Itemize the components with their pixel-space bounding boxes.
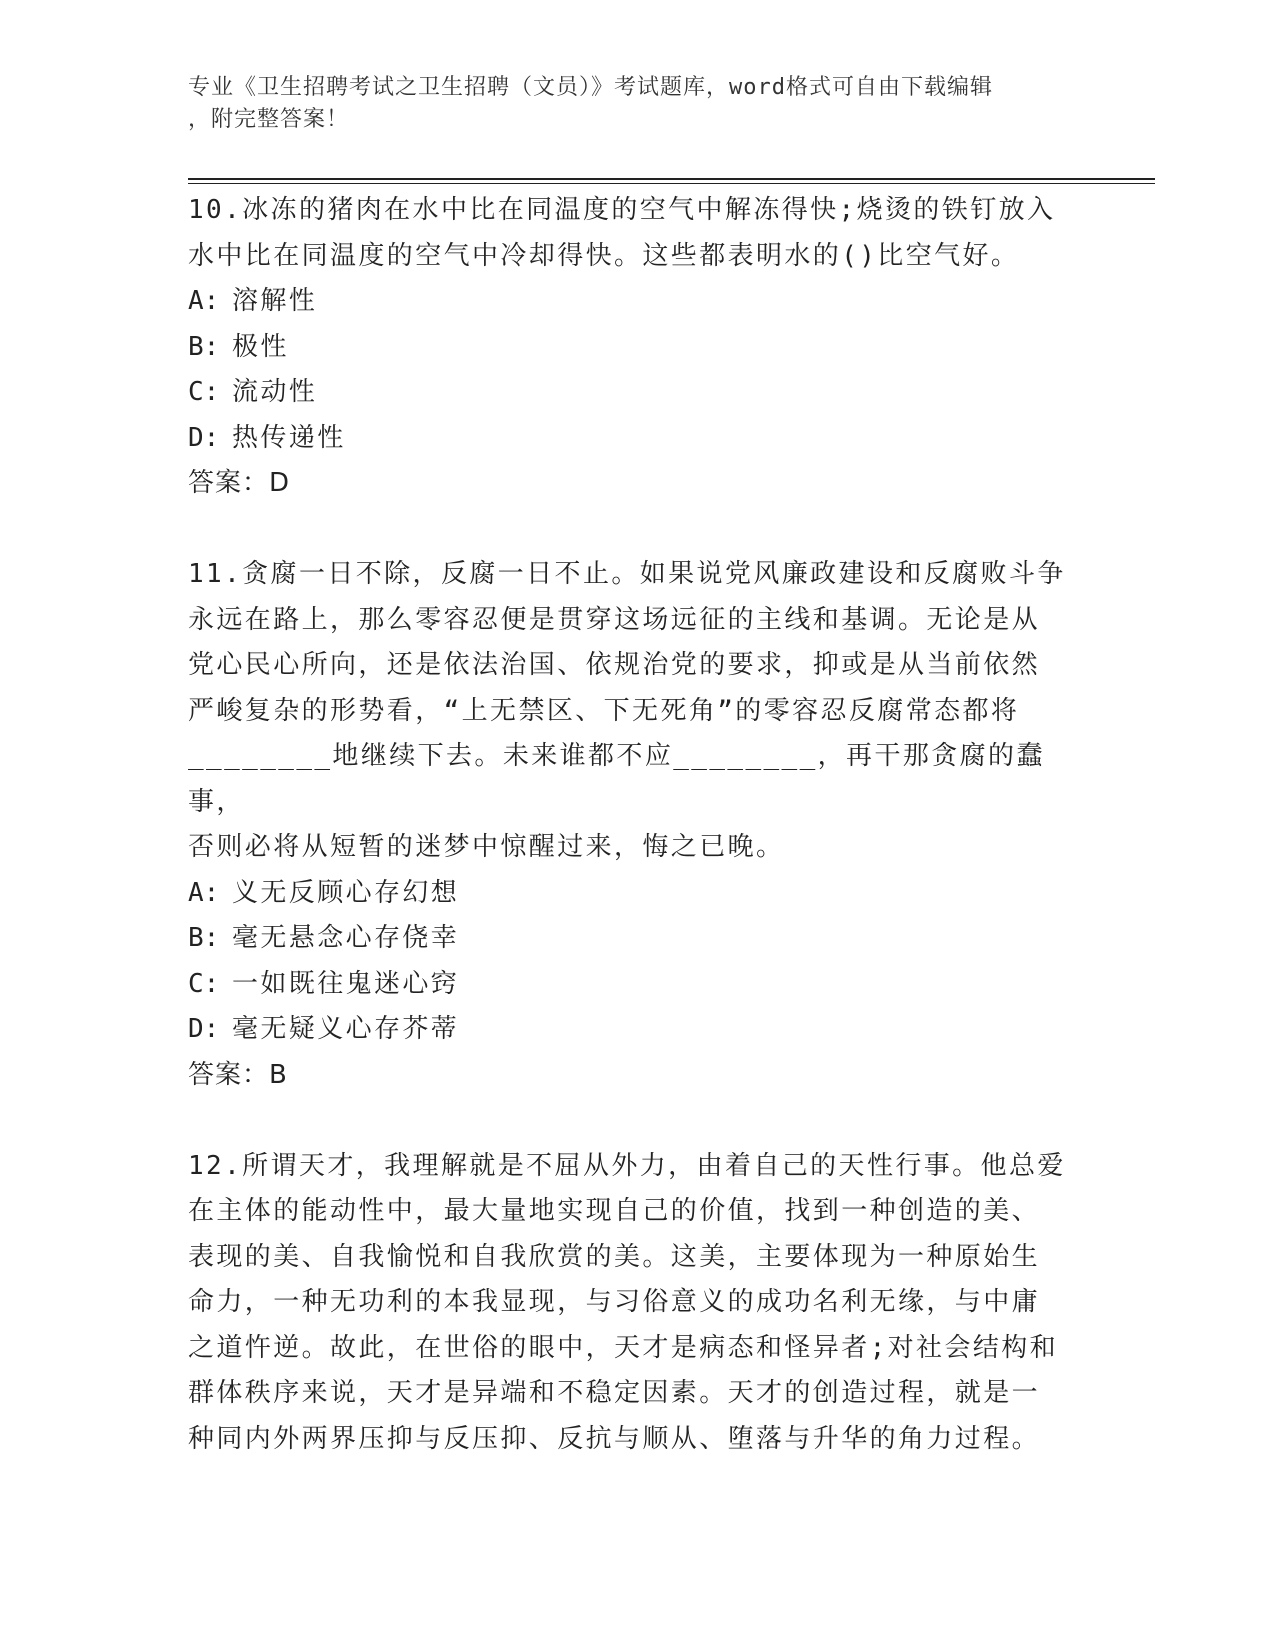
question-12 [188, 1144, 1088, 1463]
header-line-1: 专业《卫生招聘考试之卫生招聘（文员）》考试题库，word格式可自由下载编辑 [188, 75, 993, 100]
question-stem-line: 否则必将从短暂的迷梦中惊醒过来，悔之已晚。 [188, 832, 785, 862]
question-list [188, 188, 1088, 1462]
question-spacer [188, 507, 1088, 553]
option-a [188, 279, 1088, 325]
header-divider-thin [188, 183, 1155, 184]
question-10 [188, 188, 1088, 507]
option-text: 义无反顾心存幻想 [232, 877, 460, 908]
question-stem-line: 党心民心所向，还是依法治国、依规治党的要求，抑或是从当前依然 [188, 650, 1041, 680]
question-stem-line: 永远在路上，那么零容忍便是贯穿这场远征的主线和基调。无论是从 [188, 604, 1041, 635]
question-stem-line: 11.贪腐一日不除，反腐一日不止。如果说党风廉政建设和反腐败斗争 [188, 559, 1066, 589]
option-letter: A: [188, 286, 220, 316]
question-stem-line: 10.冰冻的猪肉在水中比在同温度的空气中解冻得快;烧烫的铁钉放入 [188, 195, 1056, 225]
question-stem-line: 种同内外两界压抑与反压抑、反抗与顺从、堕落与升华的角力过程。 [188, 1423, 1041, 1454]
option-a [188, 871, 1088, 917]
option-text: 毫无疑义心存芥蒂 [232, 1014, 460, 1044]
question-stem-line: 12.所谓天才，我理解就是不屈从外力，由着自己的天性行事。他总爱 [188, 1150, 1066, 1181]
option-d [188, 416, 1088, 462]
option-letter: A: [188, 877, 220, 908]
question-stem-line: 水中比在同温度的空气中冷却得快。这些都表明水的()比空气好。 [188, 240, 1020, 271]
question-stem-line: 群体秩序来说，天才是异端和不稳定因素。天才的创造过程，就是一 [188, 1378, 1041, 1408]
answer-line: 答案：B [188, 1059, 288, 1090]
header-line-2: ，附完整答案！ [188, 107, 350, 132]
header-divider-thick [188, 178, 1155, 180]
option-d [188, 1007, 1088, 1053]
document-header [188, 72, 1088, 136]
question-stem-line: 命力，一种无功利的本我显现，与习俗意义的成功名利无缘，与中庸 [188, 1287, 1041, 1317]
question-spacer [188, 1098, 1088, 1144]
question-stem-line: 严峻复杂的形势看，“上无禁区、下无死角”的零容忍反腐常态都将 [188, 695, 1020, 726]
answer-line: 答案：D [188, 468, 291, 498]
question-11 [188, 552, 1088, 1098]
option-text: 溶解性 [232, 286, 318, 316]
question-stem-line: 之道忤逆。故此，在世俗的眼中，天才是病态和怪异者;对社会结构和 [188, 1332, 1059, 1363]
option-letter: B: [188, 331, 220, 362]
option-letter: B: [188, 923, 220, 953]
option-text: 一如既往鬼迷心窍 [232, 968, 460, 999]
option-text: 极性 [232, 331, 289, 362]
question-stem-line: 在主体的能动性中，最大量地实现自己的价值，找到一种创造的美、 [188, 1196, 1041, 1226]
option-text: 热传递性 [232, 422, 346, 453]
option-b [188, 325, 1088, 371]
option-text: 流动性 [232, 377, 318, 407]
option-letter: D: [188, 422, 220, 453]
option-letter: C: [188, 968, 220, 999]
option-b [188, 916, 1088, 962]
option-c [188, 962, 1088, 1008]
option-letter: D: [188, 1014, 220, 1044]
question-stem-line: 表现的美、自我愉悦和自我欣赏的美。这美，主要体现为一种原始生 [188, 1241, 1041, 1272]
question-stem-line: ________地继续下去。未来谁都不应________，再干那贪腐的蠢事， [188, 741, 1045, 817]
option-text: 毫无悬念心存侥幸 [232, 923, 460, 953]
option-letter: C: [188, 377, 220, 407]
option-c [188, 370, 1088, 416]
